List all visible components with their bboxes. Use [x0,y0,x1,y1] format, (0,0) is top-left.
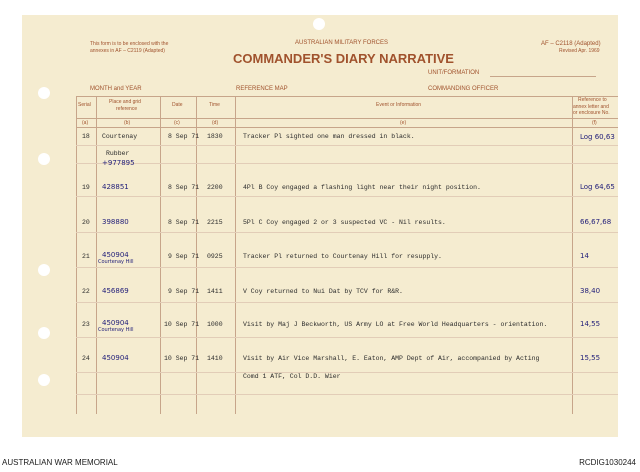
row-reference: 15,55 [580,354,601,362]
punch-hole [313,18,325,30]
date-header: Date [172,102,183,108]
month-year-label: MONTH and YEAR [90,86,142,92]
ruled-line [76,232,618,233]
commanding-officer-label: COMMANDING OFFICER [428,86,499,92]
row-date: 8 Sep 71 [168,219,200,226]
ruled-line [76,163,618,164]
row-serial: 18 [82,133,90,140]
row-serial: 23 [82,321,90,328]
reference-header: annex letter and [573,104,609,110]
row-serial: 19 [82,184,90,191]
header-rule [76,118,618,119]
serial-header: Serial [78,102,91,108]
row-date: 9 Sep 71 [168,288,200,295]
column-letter: (a) [82,120,89,126]
revision-date: Revised Apr. 1969 [559,48,600,54]
table-top-rule [76,96,618,97]
punch-hole [38,264,50,276]
row-time: 1411 [207,288,223,295]
row-place: Courtenay [102,133,138,140]
row-time: 0925 [207,253,223,260]
row-time: 1410 [207,355,223,362]
org-name: AUSTRALIAN MILITARY FORCES [295,40,389,46]
time-header: Time [209,102,220,108]
archive-credit: AUSTRALIAN WAR MEMORIAL [2,458,118,467]
punch-hole [38,327,50,339]
row-place: Rubber [106,150,130,157]
row-reference: 14,55 [580,320,601,328]
handwritten-place-name: Courtenay Hill [98,327,134,333]
event-header: Event or Information [376,102,422,108]
column-rule [160,96,161,414]
column-rule [572,96,573,414]
row-place: 456869 [102,287,129,295]
row-reference: Log 64,65 [580,183,615,191]
row-date: 8 Sep 71 [168,133,200,140]
reference-header: Reference to [578,97,607,103]
column-letter: (c) [174,120,180,126]
ruled-line [76,394,618,395]
column-letter: (d) [212,120,219,126]
row-event: Visit by Maj J Beckworth, US Army LO at Free World Headquarters - orientation. [243,321,548,328]
row-date: 10 Sep 71 [164,355,200,362]
row-place: 450904 [102,251,129,259]
form-note: annexes in AF – C2119 (Adapted) [90,48,165,54]
ruled-line [76,267,618,268]
row-date: 9 Sep 71 [168,253,200,260]
row-place: 450904 [102,319,129,327]
row-serial: 22 [82,288,90,295]
page-title: COMMANDER'S DIARY NARRATIVE [233,51,454,66]
row-reference: 66,67,68 [580,218,612,226]
row-serial: 20 [82,219,90,226]
row-event-continued: Comd 1 ATF, Col D.D. Wier [243,373,341,380]
ruled-line [76,302,618,303]
row-time: 2200 [207,184,223,191]
form-note: This form is to be enclosed with the [90,41,169,47]
header-rule [76,127,618,128]
ruled-line [76,196,618,197]
row-event: V Coy returned to Nui Dat by TCV for R&R. [243,288,403,295]
column-letter: (f) [592,120,597,126]
place-header: reference [116,106,138,112]
row-place: 398880 [102,218,129,226]
punch-hole [38,87,50,99]
row-time: 2215 [207,219,223,226]
row-reference: Log 60,63 [580,133,615,141]
row-serial: 24 [82,355,90,362]
row-event: Tracker Pl returned to Courtenay Hill for resupply. [243,253,442,260]
row-event: Visit by Air Vice Marshall, E. Eaton, AMP Dept of Air, accompanied by Acting [243,355,540,362]
row-event: 4Pl B Coy engaged a flashing light near their night position. [243,184,481,191]
column-letter: (e) [400,120,407,126]
unit-formation-label: UNIT/FORMATION [428,70,480,76]
row-reference: 14 [580,252,589,260]
punch-hole [38,374,50,386]
ruled-line [76,145,618,146]
column-rule [96,96,97,414]
column-rule [76,96,77,414]
punch-hole [38,153,50,165]
archive-id: RCDIG1030244 [579,458,636,467]
row-place: 450904 [102,354,129,362]
handwritten-place-name: Courtenay Hill [98,259,134,265]
row-date: 8 Sep 71 [168,184,200,191]
place-header: Place and grid [109,99,141,105]
handwritten-grid-reference: +977895 [102,159,135,167]
unit-underline [490,76,596,77]
row-time: 1000 [207,321,223,328]
row-event: Tracker Pl sighted one man dressed in black. [243,133,415,140]
column-rule [235,96,236,414]
reference-header: or enclosure No. [573,110,610,116]
row-serial: 21 [82,253,90,260]
column-letter: (b) [124,120,131,126]
ruled-line [76,337,618,338]
row-time: 1830 [207,133,223,140]
row-reference: 38,40 [580,287,601,295]
reference-map-label: REFERENCE MAP [236,86,288,92]
ruled-line [76,372,618,373]
row-event: 5Pl C Coy engaged 2 or 3 suspected VC - Nil results. [243,219,446,226]
row-place: 428851 [102,183,129,191]
row-date: 10 Sep 71 [164,321,200,328]
form-number: AF – C2118 (Adapted) [541,41,601,47]
